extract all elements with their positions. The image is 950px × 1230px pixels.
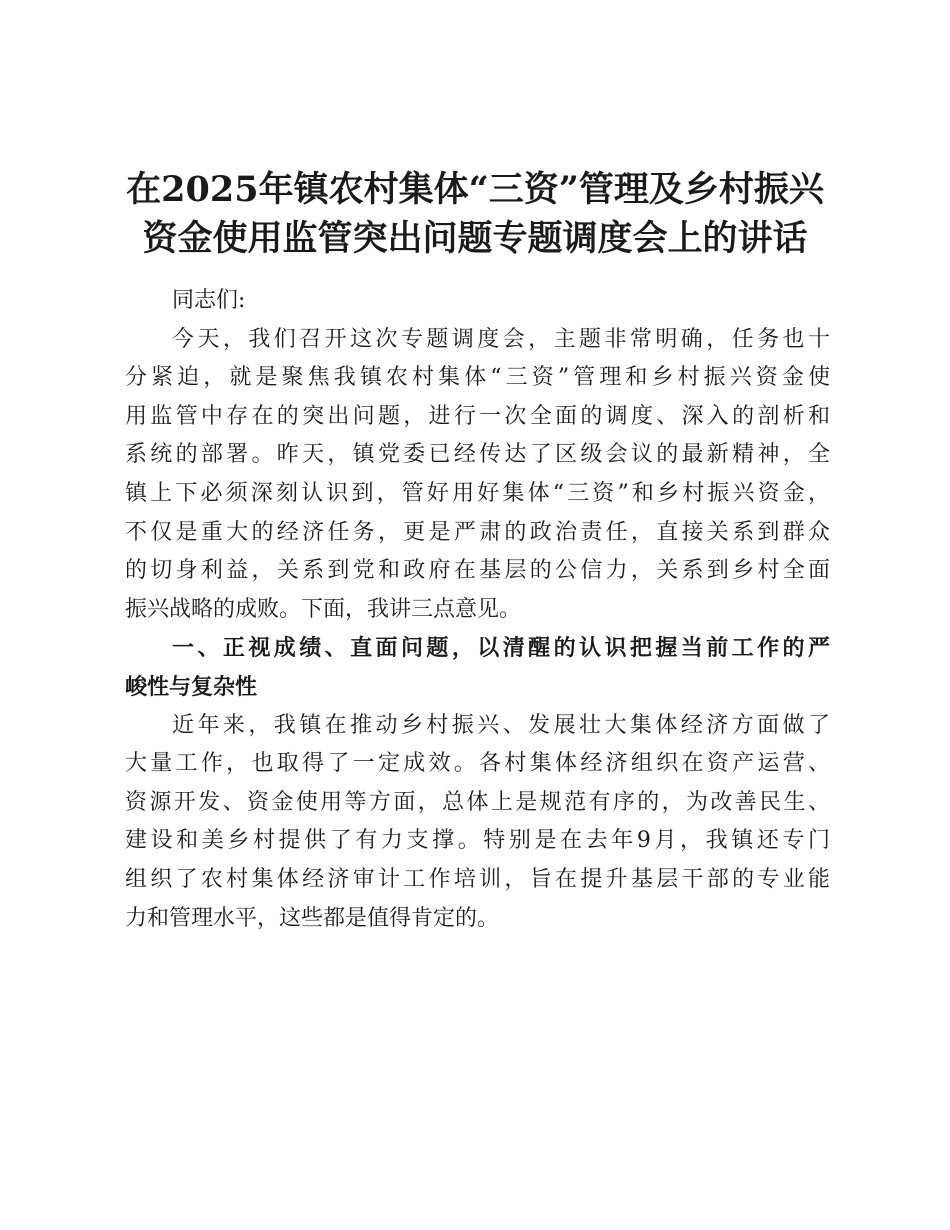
paragraph-achievements [125, 707, 830, 939]
paragraph-intro [125, 321, 830, 630]
paragraph-line: 镇上下必须深刻认识到，管好用好集体“三资”和乡村振兴资金， [125, 480, 830, 506]
paragraph-line: 不仅是重大的经济任务，更是严肃的政治责任，直接关系到群众 [125, 519, 830, 545]
paragraph-line: 分紧迫，就是聚焦我镇农村集体“三资”管理和乡村振兴资金使 [125, 365, 830, 391]
section-heading-line: 峻性与复杂性 [125, 673, 258, 700]
paragraph-line: 资源开发、资金使用等方面，总体上是规范有序的，为改善民生、 [125, 789, 830, 815]
paragraph-line: 大量工作，也取得了一定成效。各村集体经济组织在资产运营、 [125, 751, 830, 777]
paragraph-line: 今天，我们召开这次专题调度会，主题非常明确，任务也十 [172, 326, 830, 352]
section-heading-line: 一、正视成绩、直面问题，以清醒的认识把握当前工作的严 [172, 635, 830, 662]
paragraph-line: 系统的部署。昨天，镇党委已经传达了区级会议的最新精神，全 [125, 442, 830, 468]
paragraph-line: 建设和美乡村提供了有力支撑。特别是在去年9月，我镇还专门 [125, 828, 830, 854]
paragraph-line: 组织了农村集体经济审计工作培训，旨在提升基层干部的专业能 [125, 866, 830, 892]
section-heading-1 [125, 629, 830, 706]
document-title-line-1: 在2025年镇农村集体“三资”管理及乡村振兴 [126, 169, 824, 210]
document-title-line-2: 资金使用监管突出问题专题调度会上的讲话 [142, 218, 808, 259]
paragraph-line: 的切身利益，关系到党和政府在基层的公信力，关系到乡村全面 [125, 558, 830, 584]
paragraph-line: 振兴战略的成败。下面，我讲三点意见。 [125, 596, 522, 622]
paragraph-line: 力和管理水平，这些都是值得肯定的。 [125, 905, 500, 931]
paragraph-line: 用监管中存在的突出问题，进行一次全面的调度、深入的剖析和 [125, 403, 830, 429]
document-body [125, 282, 830, 938]
salutation-text: 同志们: [172, 288, 246, 313]
salutation [125, 282, 830, 321]
paragraph-line: 近年来，我镇在推动乡村振兴、发展壮大集体经济方面做了 [172, 712, 830, 738]
